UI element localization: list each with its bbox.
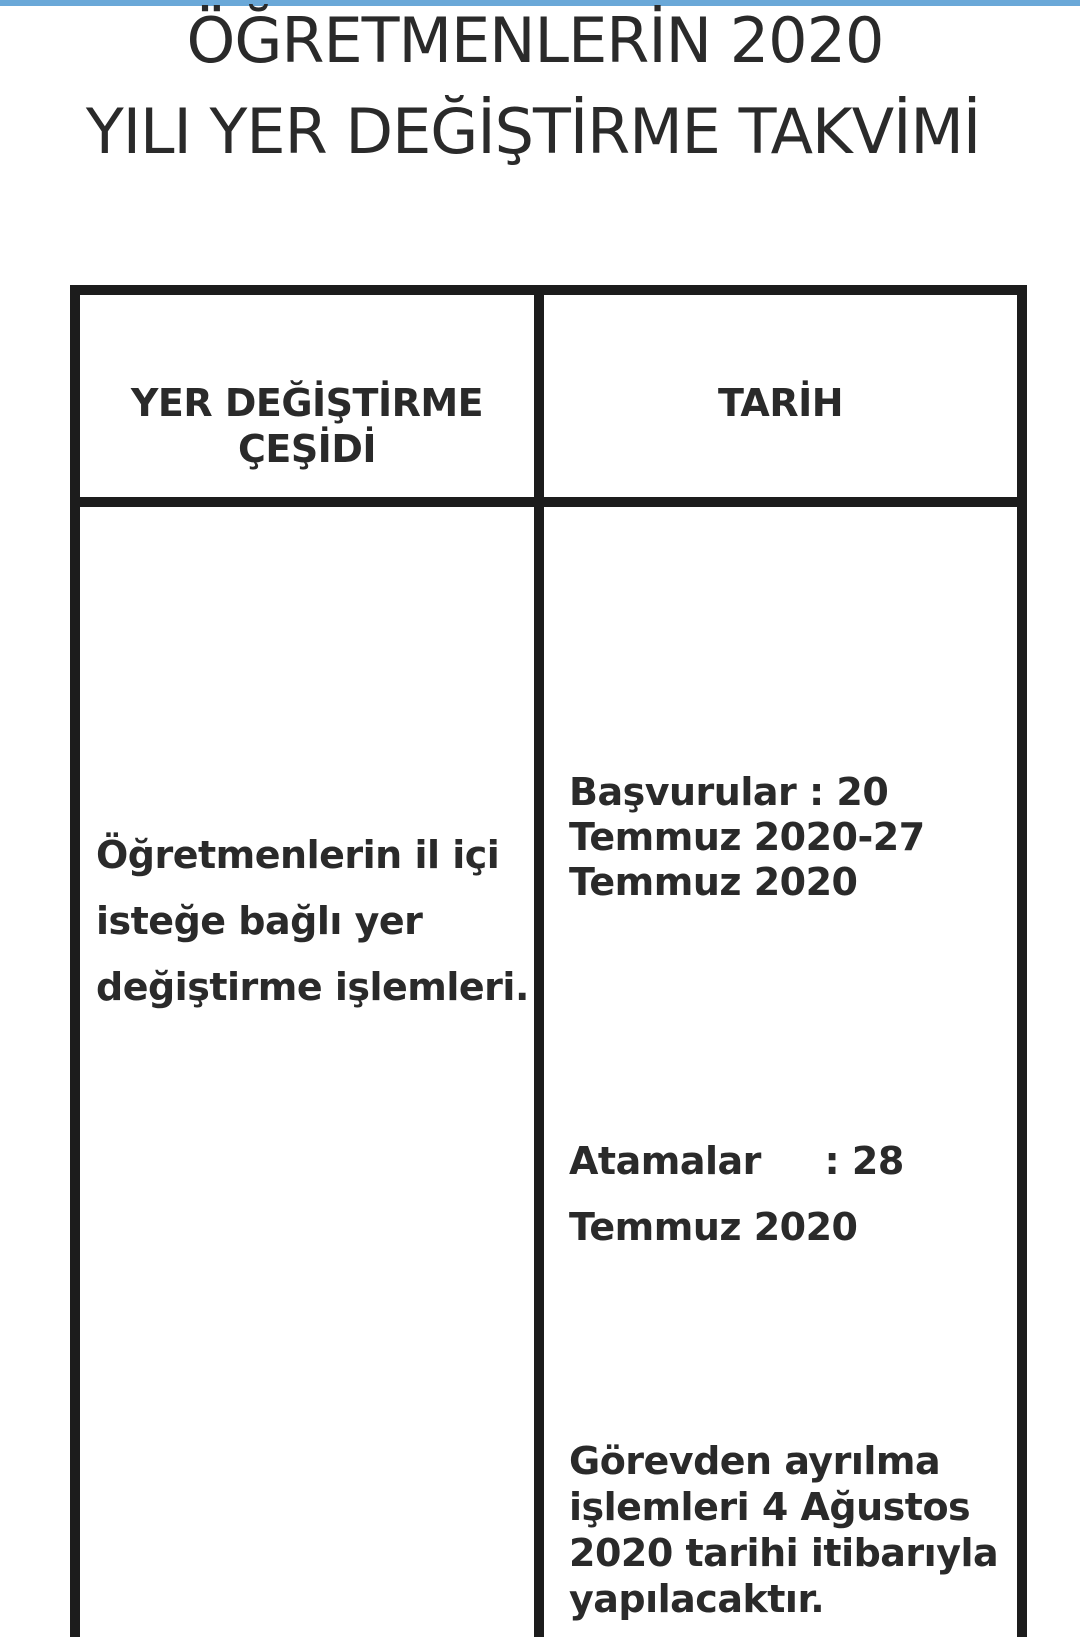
departure-procedures [569,1438,1009,1622]
applications-line: Temmuz 2020 [569,860,858,904]
page-title-line-2: YILI YER DEĞİŞTİRME TAKVİMİ [85,95,981,168]
header-date-label: TARİH [717,381,844,425]
applications-line: Başvurular : 20 [569,770,889,814]
applications-date [569,770,999,905]
departure-line: Görevden ayrılma [569,1439,941,1483]
departure-line: yapılacaktır. [569,1577,825,1621]
description-line: isteğe bağlı yer [96,899,423,943]
departure-line: 2020 tarihi itibarıyla [569,1531,999,1575]
transfer-type-description [96,822,529,1020]
header-transfer-type-line-2: ÇEŞİDİ [237,427,377,471]
description-line: Öğretmenlerin il içi [96,833,500,877]
appointments-line: Atamalar : 28 [569,1139,904,1183]
appointments-date [569,1128,999,1260]
header-date [544,380,1017,426]
applications-line: Temmuz 2020-27 [569,815,925,859]
table-column-divider [534,285,544,1637]
header-transfer-type [80,380,534,472]
header-transfer-type-line-1: YER DEĞİŞTİRME [130,381,484,425]
page-title-line-1: ÖĞRETMENLERİN 2020 [186,4,884,77]
appointments-line: Temmuz 2020 [569,1205,858,1249]
table-header-divider [70,497,1027,507]
departure-line: işlemleri 4 Ağustos [569,1485,971,1529]
description-line: değiştirme işlemleri. [96,965,529,1009]
